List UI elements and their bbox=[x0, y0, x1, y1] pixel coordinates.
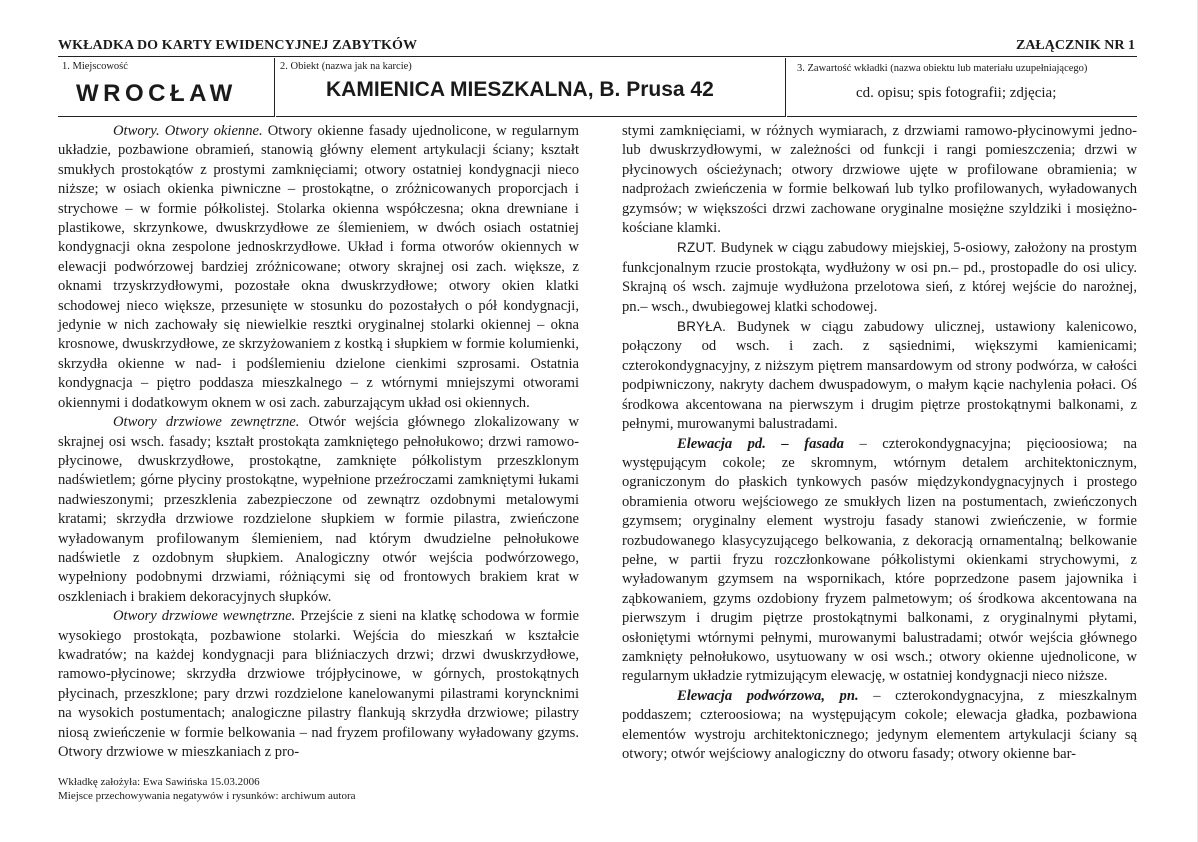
paragraph-windows bbox=[58, 122, 579, 413]
object-value: KAMIENICA MIESZKALNA, B. Prusa 42 bbox=[326, 78, 714, 101]
locality-label: 1. Miejscowość bbox=[62, 61, 128, 72]
footer-author: Wkładkę założyła: Ewa Sawińska 15.03.2006 bbox=[58, 776, 260, 788]
footer-storage: Miejsce przechowywania negatywów i rysunków: archiwum autora bbox=[58, 790, 356, 802]
courtyard-facade-heading: Elewacja podwórzowa, pn. bbox=[677, 687, 859, 704]
paragraph-massing bbox=[622, 317, 1137, 434]
paragraph-south-facade bbox=[622, 435, 1137, 687]
south-facade-text: – czterokondygnacyjna; pięcioosiowa; na występującym cokole; ze skromnym, wtórnym detalem architektonicznym, ograniczonym do płaskich tynkowych pasów międzykondygnacyjnych i prostego obramienia otworu wejściowego ze smukłych lizen na postumentach, zwieńczonych gzymsem; oryginalny element wystroju fasady stanowi zwieńczenie, w formie rozbudowanego klasycyzującego belkowania, z dekoracją ornamentalną; belkowanie pełne, w partii fryzu rozczłonkowane półkolistymi okienkami strychowymi, z wyładowanym gzymsem na wspornikach, które poprzedzone pasem jajownika i ząbkowaniem, gzyms ozdobiony fryzem palmetowym; oś środkowa akcentowana na pierwszym i drugim piętrze prostokątnymi balkonami, z oryginalnymi płytami, osłoniętymi wtórnymi pełnymi, murowanymi balustradami; otwór wejścia głównego zamknięty pełnołukowo, usytuowany w osi wsch.; otwory okienne ujednolicone, w regularnym układzie rytmizującym elewację, w ostatniej kondygnacji nieco niższe. bbox=[622, 435, 1137, 685]
contents-value: cd. opisu; spis fotografii; zdjęcia; bbox=[856, 85, 1057, 101]
document-title: WKŁADKA DO KARTY EWIDENCYJNEJ ZABYTKÓW bbox=[58, 38, 418, 53]
paragraph-plan bbox=[622, 238, 1137, 317]
paragraph-interior-doors bbox=[58, 607, 579, 762]
windows-text: Otwory okienne fasady ujednolicone, w regularnym układzie, pozbawione obramień, stanowią główny element artykulacji ściany; kształt smukłych prostokątów z prostymi zamknięciami; otwory ostatniej kondygnacji nieco niższe; w osiach okienka piwniczne – prostokątne, o zróżnicowanych proporcjach i strychowe – w formie półkolistej. Stolarka okienna współczesna; okna drewniane i plastikowe, skrzynkowe, dwuskrzydłowe ze ślemieniem, w dwóch osiach ostatniej kondygnacji okna zespolone jednoskrzydłowe. Układ i forma otworów okiennych w elewacji podwórzowej bardziej zróżnicowane; otwory skrajnej osi zach. większe, z oknami trzyskrzydłowymi, pozostałe okna dwuskrzydłowe; otwory okien klatki schodowej nieco większe, przesunięte w stosunku do pozostałych o pół kondygnacji, jedynie w nich zachowały się niewielkie resztki oryginalnej stolarki okiennej – okna krosnowe, dwuskrzydłowe, ze skrzyżowaniem z kostką i słupkiem w formie kolumienki, skrzydła okienne w nad- i podślemieniu dzielone cienkimi szprosami. Ostatnia kondygnacja – piętro poddasza mieszkalnego – z wtórnymi mniejszymi otworami okiennymi i dodatkowym oknem w osi zach. zaburzającym układ osi okiennych. bbox=[58, 123, 579, 411]
header-bar bbox=[58, 38, 1137, 57]
massing-text: Budynek w ciągu zabudowy ulicznej, ustawiony kalenicowo, połączony od wsch. i zach. z sąsiednimi, większymi kamienicami; czterokondygnacyjny, z niższym piętrem mansardowym od strony podwórza, w całości podpiwniczony, nakryty dachem dwuspadowym, o małym kącie nachylenia połaci. Oś środkowa akcentowana na pierwszym i drugim piętrze prostokątnymi balkonami, z pełnymi, murowanymi balustradami. bbox=[622, 319, 1137, 433]
paragraph-courtyard-facade bbox=[622, 687, 1137, 765]
appendix-label: ZAŁĄCZNIK NR 1 bbox=[1015, 38, 1135, 53]
massing-heading: BRYŁA. bbox=[677, 319, 727, 335]
plan-text: Budynek w ciągu zabudowy miejskiej, 5-osiowy, założony na prostym funkcjonalnym rzucie prostokąta, wydłużony w osi pn.– pd., prostopadle do osi ulicy. Skrajną oś wsch. zajmuje wydłużona przelotowa sień, z której wejście do narożnej, pn.– wsch., dwubiegowej klatki schodowej. bbox=[622, 240, 1137, 315]
exterior-doors-text: Otwór wejścia głównego zlokalizowany w skrajnej osi wsch. fasady; kształt prostokąta zamkniętego pełnołukowo; drzwi ramowo-płycinowe, dwuskrzydłowe, prostokątne, zamknięte półkolistym przeszklonym nadświetlem; górne płyciny prostokątne, wypełnione przeźroczami zamkniętymi łukami nadwieszonymi; przeszklenia zabezpieczone od zewnątrz ozdobnymi metalowymi kratami; skrzydła drzwiowe rozdzielone słupkiem w formie pilastra, zwieńczone wyładowanym profilowanym ślemieniem, nad którym dwudzielne pełnołukowe nadświetle z ozdobnym słupkiem. Analogiczny otwór wejścia podwórzowego, wypełniony podobnymi drzwiami, różniącymi się od frontowych brakiem krat w oszkleniach i brakiem dekoracyjnych słupków. bbox=[58, 414, 580, 605]
exterior-doors-heading: Otwory drzwiowe zewnętrzne. bbox=[113, 414, 300, 431]
paragraph-exterior-doors bbox=[58, 413, 579, 607]
footer bbox=[58, 775, 356, 803]
object-box bbox=[276, 58, 786, 117]
plan-heading: RZUT. bbox=[677, 240, 717, 256]
courtyard-facade-text: – czterokondygnacyjna, z mieszkalnym poddaszem; czteroosiowa; na występującym cokole; elewacja gładka, pozbawiona elementów wystroju architektonicznego; jedynym elementem artykulacji ściany są otwory; otwór wejściowy analogiczny do otworu fasady; otwory okienne bar- bbox=[622, 687, 1137, 762]
paragraph-doors-continued bbox=[622, 122, 1137, 238]
right-text-column bbox=[622, 122, 1137, 764]
interior-doors-heading: Otwory drzwiowe wewnętrzne. bbox=[113, 608, 296, 625]
contents-label: 3. Zawartość wkładki (nazwa obiektu lub materiału uzupełniającego) bbox=[797, 63, 1088, 74]
object-label: 2. Obiekt (nazwa jak na karcie) bbox=[280, 61, 412, 72]
interior-doors-text: Przejście z sieni na klatkę schodowa w formie wysokiego prostokąta, pozbawione stolarki. Wejścia do mieszkań w kształcie kwadratów; na każdej kondygnacji para bliźniaczych drzwi; drzwi dwuskrzydłowe, ramowo-płycinowe; skrzydła drzwiowe trójpłycinowe, w górnych, prostokątnych płycinach, przeszklone; pary drzwi rozdzielone kanelowanymi pilastrami koryncknimi na wysokich postumentach; analogiczne pilastry flankują skrzydła drzwiowe; pilastry niosą zwieńczenie w formie belkowania – nad fryzem profilowany wyładowany gzyms. Otwory drzwiowe w mieszkaniach z pro- bbox=[58, 608, 579, 760]
contents-box bbox=[787, 58, 1137, 117]
left-text-column bbox=[58, 122, 579, 762]
locality-value: WROCŁAW bbox=[76, 80, 237, 107]
south-facade-heading: Elewacja pd. – fasada bbox=[677, 435, 844, 452]
doors-continued-text: stymi zamknięciami, w różnych wymiarach, z drzwiami ramowo-płycinowymi jedno- lub dwuskrzydłowymi, w zależności od funkcji i rangi pomieszczenia; drzwi w płycinowych ościeżynach; otwory drzwiowe ujęte w profilowane obramienia; w nadprożach zwieńczenia w formie belkowań lub tylko profilowanych, wyładowanych gzymsów; w większości drzwi zachowane oryginalne mosiężne szyldziki i mosiężno-kościane klamki. bbox=[622, 123, 1137, 237]
locality-box bbox=[58, 58, 275, 117]
windows-heading: Otwory. Otwory okienne. bbox=[113, 123, 263, 139]
